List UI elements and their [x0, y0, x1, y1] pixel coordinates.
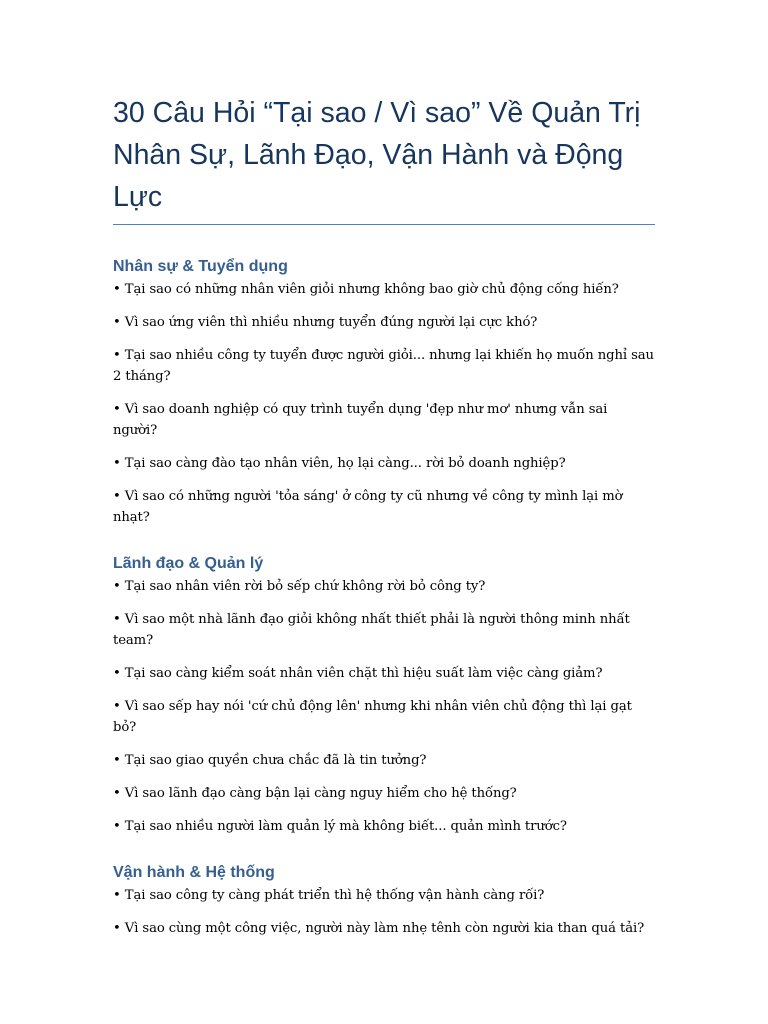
- question-item: • Tại sao có những nhân viên giỏi nhưng không bao giờ chủ động cống hiến?: [113, 282, 619, 297]
- question-item: • Tại sao giao quyền chưa chắc đã là tin tưởng?: [113, 753, 427, 768]
- question-item: • Vì sao có những người 'tỏa sáng' ở công ty cũ nhưng về công ty mình lại mờ nhạt?: [113, 489, 623, 525]
- document-page: [113, 92, 655, 939]
- question-item: • Vì sao cùng một công việc, người này làm nhẹ tênh còn người kia than quá tải?: [113, 921, 645, 936]
- page-title: 30 Câu Hỏi “Tại sao / Vì sao” Về Quản Trị Nhân Sự, Lãnh Đạo, Vận Hành và Động Lực: [113, 92, 655, 225]
- question-item: • Vì sao sếp hay nói 'cứ chủ động lên' nhưng khi nhân viên chủ động thì lại gạt bỏ?: [113, 699, 632, 735]
- question-item: • Vì sao lãnh đạo càng bận lại càng nguy hiểm cho hệ thống?: [113, 786, 517, 801]
- question-item: • Tại sao nhiều công ty tuyển được người giỏi... nhưng lại khiến họ muốn nghỉ sau 2 tháng?: [113, 348, 654, 384]
- section-heading: Nhân sự & Tuyển dụng: [113, 258, 288, 275]
- section-heading: Vận hành & Hệ thống: [113, 864, 275, 881]
- section-operations-systems: [113, 862, 655, 939]
- question-item: • Tại sao nhiều người làm quản lý mà không biết... quản mình trước?: [113, 819, 567, 834]
- question-item: • Tại sao càng đào tạo nhân viên, họ lại càng... rời bỏ doanh nghiệp?: [113, 456, 566, 471]
- section-hr-recruitment: [113, 256, 655, 528]
- question-item: • Vì sao một nhà lãnh đạo giỏi không nhất thiết phải là người thông minh nhất team?: [113, 612, 630, 648]
- section-heading: Lãnh đạo & Quản lý: [113, 555, 264, 572]
- section-leadership-management: [113, 553, 655, 837]
- question-item: • Tại sao công ty càng phát triển thì hệ thống vận hành càng rối?: [113, 888, 545, 903]
- question-item: • Vì sao ứng viên thì nhiều nhưng tuyển đúng người lại cực khó?: [113, 315, 538, 330]
- question-item: • Tại sao nhân viên rời bỏ sếp chứ không rời bỏ công ty?: [113, 579, 486, 594]
- question-item: • Vì sao doanh nghiệp có quy trình tuyển dụng 'đẹp như mơ' nhưng vẫn sai người?: [113, 402, 608, 438]
- question-item: • Tại sao càng kiểm soát nhân viên chặt thì hiệu suất làm việc càng giảm?: [113, 666, 603, 681]
